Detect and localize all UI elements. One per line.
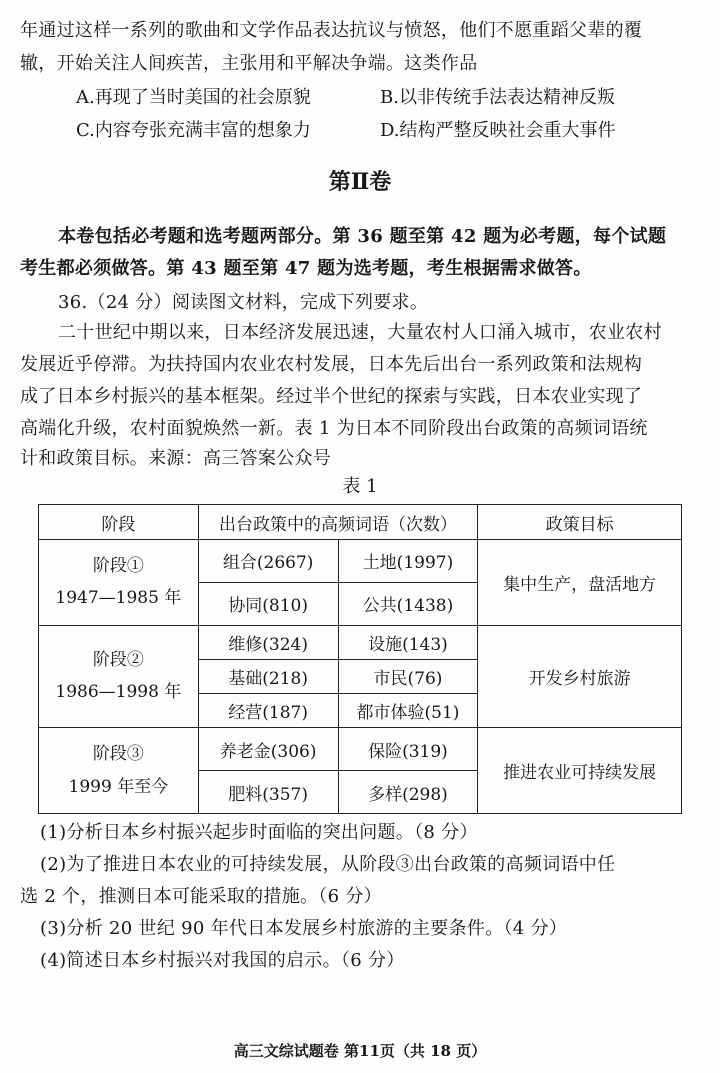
option-a-letter: A. [76,87,95,108]
header-stage: 阶段 [39,505,199,540]
word-cell: 多样(298) [338,771,478,814]
option-b-text: 以非传统手法表达精神反叛 [398,87,615,108]
instruction-line-2: 考生都必须做答。第 43 题至第 47 题为选考题，考生根据需求做答。 [20,258,592,279]
option-d-letter: D. [380,120,400,141]
stage-3-name: 阶段③ [92,744,144,765]
sub-question-2: (2)为了推进日本农业的可持续发展，从阶段③出台政策的高频词语中任 [40,854,616,875]
word-cell: 公共(1438) [338,582,478,625]
instruction-line-1: 本卷包括必考题和选考题两部分。第 36 题至第 42 题为必考题，每个试题 [58,226,667,247]
header-goal: 政策目标 [478,505,682,540]
sub-question-1: (1)分析日本乡村振兴起步时面临的突出问题。（8 分） [40,822,478,843]
material-line-5: 计和政策目标。来源：高三答案公众号 [20,448,332,469]
option-c-letter: C. [76,120,95,141]
question-36-head: 36.（24 分）阅读图文材料，完成下列要求。 [58,292,429,313]
word-cell: 组合(2667) [198,540,338,583]
header-words: 出台政策中的高频词语（次数） [198,505,478,540]
policy-table [38,504,682,814]
word-cell: 保险(319) [338,728,478,771]
word-cell: 经营(187) [198,694,338,728]
table-row [39,540,682,583]
intro-line-2: 辙，开始关注人间疾苦，主张用和平解决争端。这类作品 [20,53,478,74]
stage-3-goal: 推进农业可持续发展 [478,728,682,814]
stage-3-period: 1999 年至今 [68,776,169,797]
word-cell: 肥料(357) [198,771,338,814]
material-line-1: 二十世纪中期以来，日本经济发展迅速，大量农村人口涌入城市，农业农村 [58,322,662,343]
word-cell: 土地(1997) [338,540,478,583]
word-cell: 协同(810) [198,582,338,625]
page-footer: 高三文综试题卷 第11页（共 18 页） [233,1042,487,1060]
word-cell: 养老金(306) [198,728,338,771]
section-title: 第Ⅱ卷 [328,169,392,195]
option-a [76,83,311,109]
table-row [39,728,682,771]
stage-1-name: 阶段① [92,556,144,577]
intro-line-1: 年通过这样一系列的歌曲和文学作品表达抗议与愤怒，他们不愿重蹈父辈的覆 [20,20,643,41]
stage-2-cell [39,625,199,727]
material-line-4: 高端化升级，农村面貌焕然一新。表 1 为日本不同阶段出台政策的高频词语统 [20,418,648,439]
option-b-letter: B. [380,87,399,108]
stage-2-period: 1986—1998 年 [55,682,182,703]
word-cell: 市民(76) [338,659,478,693]
stage-1-period: 1947—1985 年 [55,588,182,609]
table-row [39,625,682,659]
option-d [380,116,616,142]
stage-1-cell [39,540,199,626]
sub-question-2-cont: 选 2 个，推测日本可能采取的措施。（6 分） [20,886,382,907]
stage-2-name: 阶段② [92,650,144,671]
stage-3-cell [39,728,199,814]
option-d-text: 结构严整反映社会重大事件 [399,120,616,141]
table-caption: 表 1 [342,476,378,497]
stage-2-goal: 开发乡村旅游 [478,625,682,727]
material-line-2: 发展近乎停滞。为扶持国内农业农村发展，日本先后出台一系列政策和法规构 [20,354,643,375]
sub-question-3: (3)分析 20 世纪 90 年代日本发展乡村旅游的主要条件。（4 分） [40,918,568,939]
option-a-text: 再现了当时美国的社会原貌 [94,87,311,108]
option-c [76,116,311,142]
option-c-text: 内容夸张充满丰富的想象力 [94,120,311,141]
word-cell: 设施(143) [338,625,478,659]
sub-question-4: (4)简述日本乡村振兴对我国的启示。（6 分） [40,950,405,971]
word-cell: 维修(324) [198,625,338,659]
table-header-row [39,505,682,540]
option-b [380,83,615,109]
word-cell: 基础(218) [198,659,338,693]
material-line-3: 成了日本乡村振兴的基本框架。经过半个世纪的探索与实践，日本农业实现了 [20,386,643,407]
word-cell: 都市体验(51) [338,694,478,728]
stage-1-goal: 集中生产，盘活地方 [478,540,682,626]
